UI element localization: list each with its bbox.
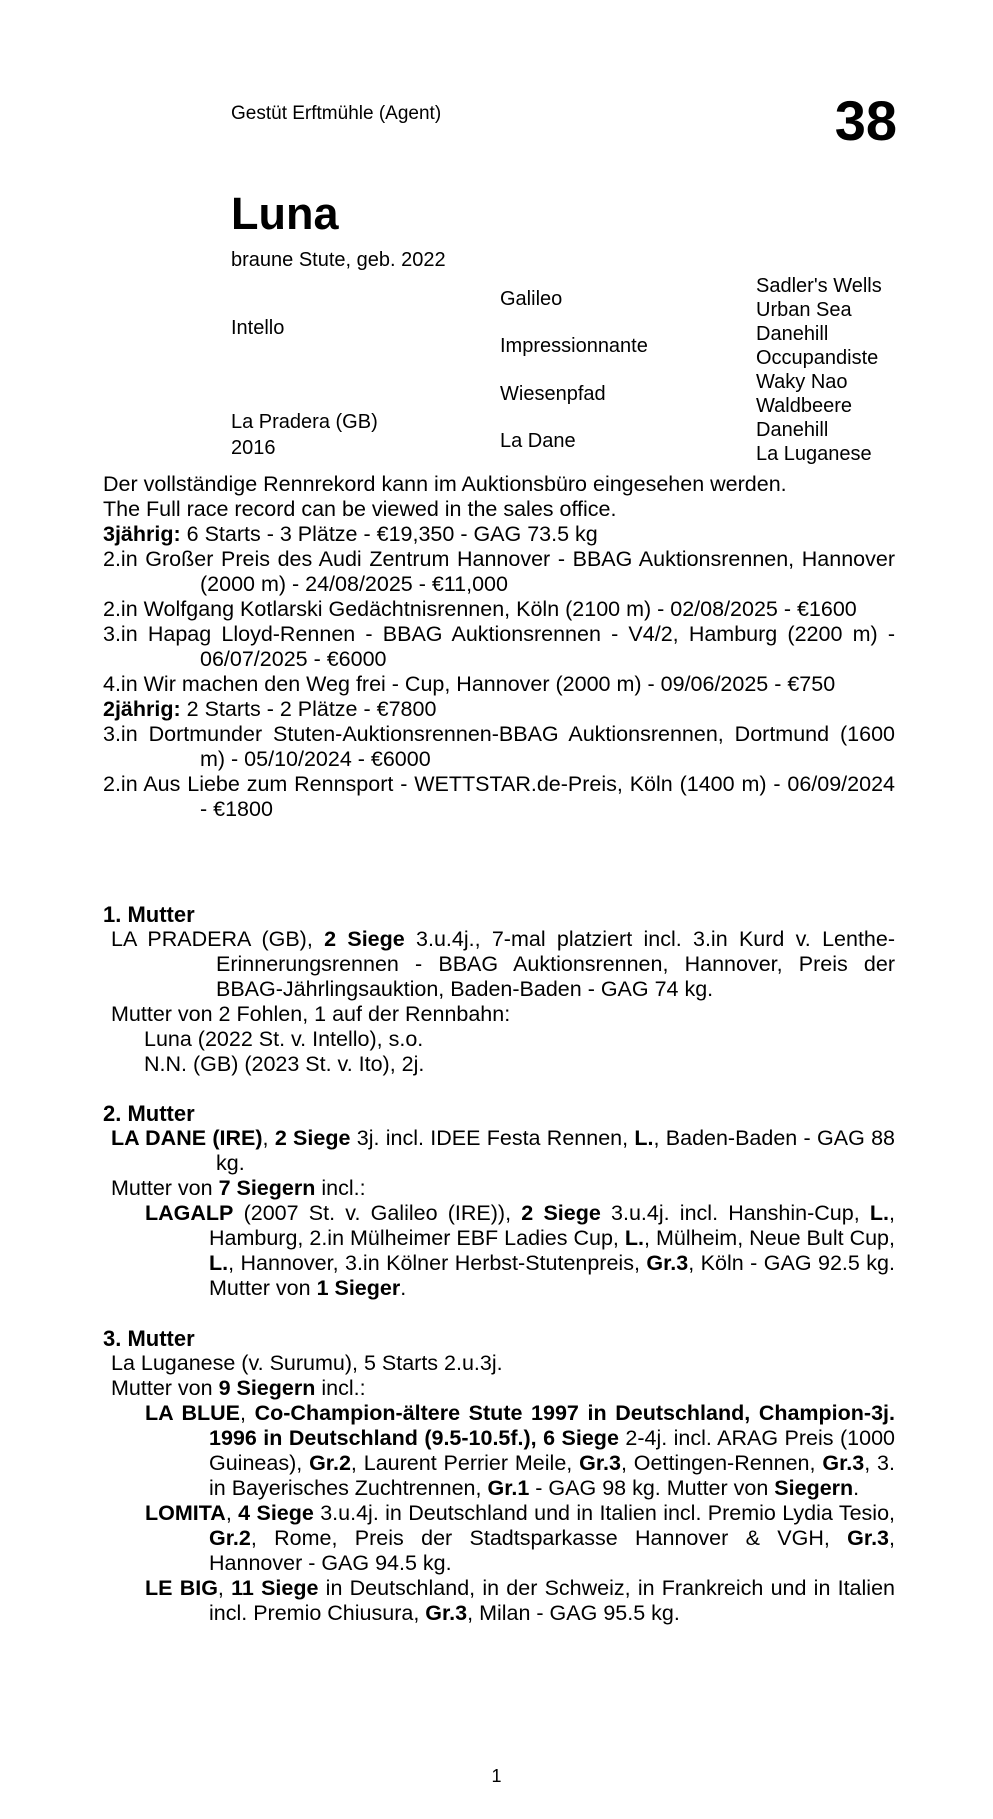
group-mark: Gr.3: [822, 1451, 865, 1475]
pedigree-sire-dam: Impressionnante: [500, 335, 648, 357]
dam1-text: 3.u.4j., 7-mal platziert incl. 3.in Kurd v. Lenthe-Erinnerungsrennen - BBAG Auktionsrennen, Hannover, Preis der BBAG-Jährlingsauktion, Baden-Baden - GAG 74 kg.: [216, 927, 895, 1001]
group-mark: Gr.3: [425, 1601, 468, 1625]
group-mark: Gr.3: [646, 1251, 689, 1275]
pedigree-sire: Intello: [231, 317, 285, 339]
section-title: 1. Mutter: [103, 902, 195, 927]
foal-title: Co-Champion-ältere Stute 1997 in Deutschland, Champion-3j. 1996 in Deutschland (9.5-10.5f.), 6 Siege: [209, 1401, 895, 1450]
foal-text: , Mülheim, Neue Bult Cup,: [644, 1226, 895, 1250]
section-title: 2. Mutter: [103, 1101, 195, 1126]
foal-text: .: [853, 1476, 860, 1500]
page-number: 1: [491, 1766, 502, 1786]
foal-name: LAGALP: [145, 1201, 234, 1225]
dam2-text: , Baden-Baden - GAG 88 kg.: [216, 1126, 896, 1175]
pedigree-g3-5: Waky Nao: [756, 371, 848, 393]
foal-text: , Milan - GAG 95.5 kg.: [467, 1601, 680, 1625]
produce-item: Luna (2022 St. v. Intello), s.o.: [144, 1027, 424, 1051]
foal-wins: 4 Siege: [238, 1501, 314, 1525]
horse-name: Luna: [231, 188, 339, 239]
foal-wins: 11 Siege: [231, 1576, 319, 1600]
foal-text: , Hannover - GAG 94.5 kg.: [209, 1526, 895, 1575]
listed-mark: L.: [869, 1201, 890, 1225]
age3-label: 3jährig:: [103, 522, 181, 546]
pedigree-g3-2: Urban Sea: [756, 299, 852, 321]
pedigree-sire-sire: Galileo: [500, 288, 563, 310]
produce-text: incl.:: [321, 1376, 366, 1400]
pedigree-g3-7: Danehill: [756, 419, 829, 441]
dam1-name: LA PRADERA (GB),: [111, 927, 313, 951]
group-mark: Gr.2: [309, 1451, 351, 1475]
foal-name: LOMITA: [145, 1501, 226, 1525]
dam3-intro: La Luganese (v. Surumu), 5 Starts 2.u.3j.: [111, 1351, 503, 1375]
record-note-de: Der vollständige Rennrekord kann im Auktionsbüro eingesehen werden.: [103, 472, 787, 496]
dam2-foal-entry: [103, 1201, 895, 1301]
foal-text: , Hannover, 3.in Kölner Herbst-Stutenpreis,: [228, 1251, 640, 1275]
third-dam-section: [103, 1326, 895, 1626]
foal-text: , Laurent Perrier Meile,: [350, 1451, 573, 1475]
dam2-entry: LA DANE (IRE), 2 Siege 3j. incl. IDEE Festa Rennen, L., Baden-Baden - GAG 88 kg.: [111, 1126, 896, 1175]
foal-name: LE BIG: [145, 1576, 218, 1600]
foal-text: in Deutschland, in der Schweiz, in Frankreich und in Italien incl. Premio Chiusura,: [209, 1576, 895, 1625]
dam3-foal-entry: LA BLUE, Co-Champion-ältere Stute 1997 in Deutschland, Champion-3j. 1996 in Deutschland (9.5-10.5f.), 6 Siege 2-4j. incl. ARAG Preis (1000 Guineas), Gr.2, Laurent Perrier Meile, Gr.3, Oettingen-Rennen, Gr.3, 3. in Bayerisches Zuchtrennen, Gr.1 - GAG 98 kg. Mutter von Siegern.: [145, 1401, 895, 1500]
age2-summary: 2 Starts - 2 Plätze - €7800: [186, 697, 437, 721]
age3-summary-line: [103, 522, 895, 547]
group-mark: Gr.3: [579, 1451, 621, 1475]
horse-description: braune Stute, geb. 2022: [231, 249, 446, 271]
race-entry: 4.in Wir machen den Weg frei - Cup, Hannover (2000 m) - 09/06/2025 - €750: [103, 672, 836, 696]
race-record: [103, 472, 895, 822]
dam3-foal-entry: LOMITA, 4 Siege 3.u.4j. in Deutschland und in Italien incl. Premio Lydia Tesio, Gr.2, Rome, Preis der Stadtsparkasse Hannover & VGH, Gr.3, Hannover - GAG 94.5 kg.: [145, 1501, 895, 1575]
group-mark: Gr.2: [209, 1526, 251, 1550]
foal-text: 3.u.4j. in Deutschland und in Italien incl. Premio Lydia Tesio,: [320, 1501, 895, 1525]
foal-text: .: [400, 1276, 407, 1300]
pedigree-g3-6: Waldbeere: [756, 395, 852, 417]
winners-count: 1 Sieger: [316, 1276, 401, 1300]
winners-count: Siegern: [774, 1476, 854, 1500]
produce-text: Mutter von: [111, 1376, 213, 1400]
race-entry: 2.in Großer Preis des Audi Zentrum Hannover - BBAG Auktionsrennen, Hannover (2000 m) - 24/08/2025 - €11,000: [103, 547, 895, 596]
dam3-produce-line: [103, 1376, 895, 1401]
listed-mark: L.: [624, 1226, 645, 1250]
age3-summary: 6 Starts - 3 Plätze - €19,350 - GAG 73.5 kg: [186, 522, 598, 546]
pedigree-dam-dam: La Dane: [500, 430, 576, 452]
dam1-wins: 2 Siege: [324, 927, 405, 951]
pedigree-g3-8: La Luganese: [756, 443, 872, 465]
foal-text: , Rome, Preis der Stadtsparkasse Hannover & VGH,: [250, 1526, 830, 1550]
lot-number: 38: [834, 89, 897, 152]
pedigree-g3-3: Danehill: [756, 323, 829, 345]
produce-text: Mutter von: [111, 1176, 213, 1200]
first-dam-section: [103, 902, 895, 1077]
foal-wins: 2 Siege: [521, 1201, 601, 1225]
section-title: 3. Mutter: [103, 1326, 195, 1351]
race-entry: 3.in Dortmunder Stuten-Auktionsrennen-BBAG Auktionsrennen, Dortmund (1600 m) - 05/10/2024 - €6000: [103, 722, 895, 771]
foal-name: LA BLUE: [145, 1401, 241, 1425]
produce-item: N.N. (GB) (2023 St. v. Ito), 2j.: [144, 1052, 425, 1076]
winners-count: 7 Siegern: [218, 1176, 316, 1200]
foal-text: , 3. in Bayerisches Zuchtrennen,: [209, 1451, 895, 1500]
foal-text: , Köln - GAG 92.5 kg. Mutter von: [209, 1251, 895, 1300]
race-entry: 2.in Wolfgang Kotlarski Gedächtnisrennen, Köln (2100 m) - 02/08/2025 - €1600: [103, 597, 857, 621]
listed-mark: L.: [209, 1251, 229, 1275]
foal-text: 3.u.4j. incl. Hanshin-Cup,: [611, 1201, 860, 1225]
age2-label: 2jährig:: [103, 697, 181, 721]
foal-text: 2-4j. incl. ARAG Preis (1000 Guineas),: [209, 1426, 895, 1475]
dam1-produce-line: Mutter von 2 Fohlen, 1 auf der Rennbahn:: [111, 1002, 511, 1026]
race-entry: 2.in Aus Liebe zum Rennsport - WETTSTAR.de-Preis, Köln (1400 m) - 06/09/2024 - €1800: [103, 772, 895, 821]
consignor-agent: Gestüt Erftmühle (Agent): [231, 103, 442, 124]
dam2-text: 3j. incl. IDEE Festa Rennen,: [356, 1126, 629, 1150]
pedigree-dam-year: 2016: [231, 437, 276, 459]
pedigree-g3-1: Sadler's Wells: [756, 275, 882, 297]
dam1-entry: [103, 927, 895, 1002]
dam2-wins: 2 Siege: [274, 1126, 351, 1150]
foal-text: , Oettingen-Rennen,: [620, 1451, 816, 1475]
dam2-name: LA DANE (IRE): [111, 1126, 263, 1150]
race-entry: 3.in Hapag Lloyd-Rennen - BBAG Auktionsrennen - V4/2, Hamburg (2200 m) - 06/07/2025 - €6000: [103, 622, 895, 671]
winners-count: 9 Siegern: [218, 1376, 316, 1400]
group-mark: Gr.3: [847, 1526, 890, 1550]
produce-text: incl.:: [321, 1176, 366, 1200]
second-dam-section: [103, 1101, 895, 1301]
foal-text: (2007 St. v. Galileo (IRE)),: [243, 1201, 512, 1225]
dam3-foal-entry: LE BIG, 11 Siege in Deutschland, in der Schweiz, in Frankreich und in Italien incl. Premio Chiusura, Gr.3, Milan - GAG 95.5 kg.: [145, 1576, 895, 1625]
pedigree-dam: La Pradera (GB): [231, 411, 378, 433]
group-mark: Gr.1: [487, 1476, 530, 1500]
record-note-en: The Full race record can be viewed in the sales office.: [103, 497, 617, 521]
pedigree-g3-4: Occupandiste: [756, 347, 879, 369]
listed-mark: L.: [634, 1126, 654, 1150]
dam2-produce-line: [103, 1176, 895, 1201]
age2-summary-line: [103, 697, 895, 722]
foal-text: - GAG 98 kg. Mutter von: [535, 1476, 769, 1500]
pedigree-dam-sire: Wiesenpfad: [500, 383, 606, 405]
foal-text: , Hamburg, 2.in Mülheimer EBF Ladies Cup,: [209, 1201, 896, 1250]
